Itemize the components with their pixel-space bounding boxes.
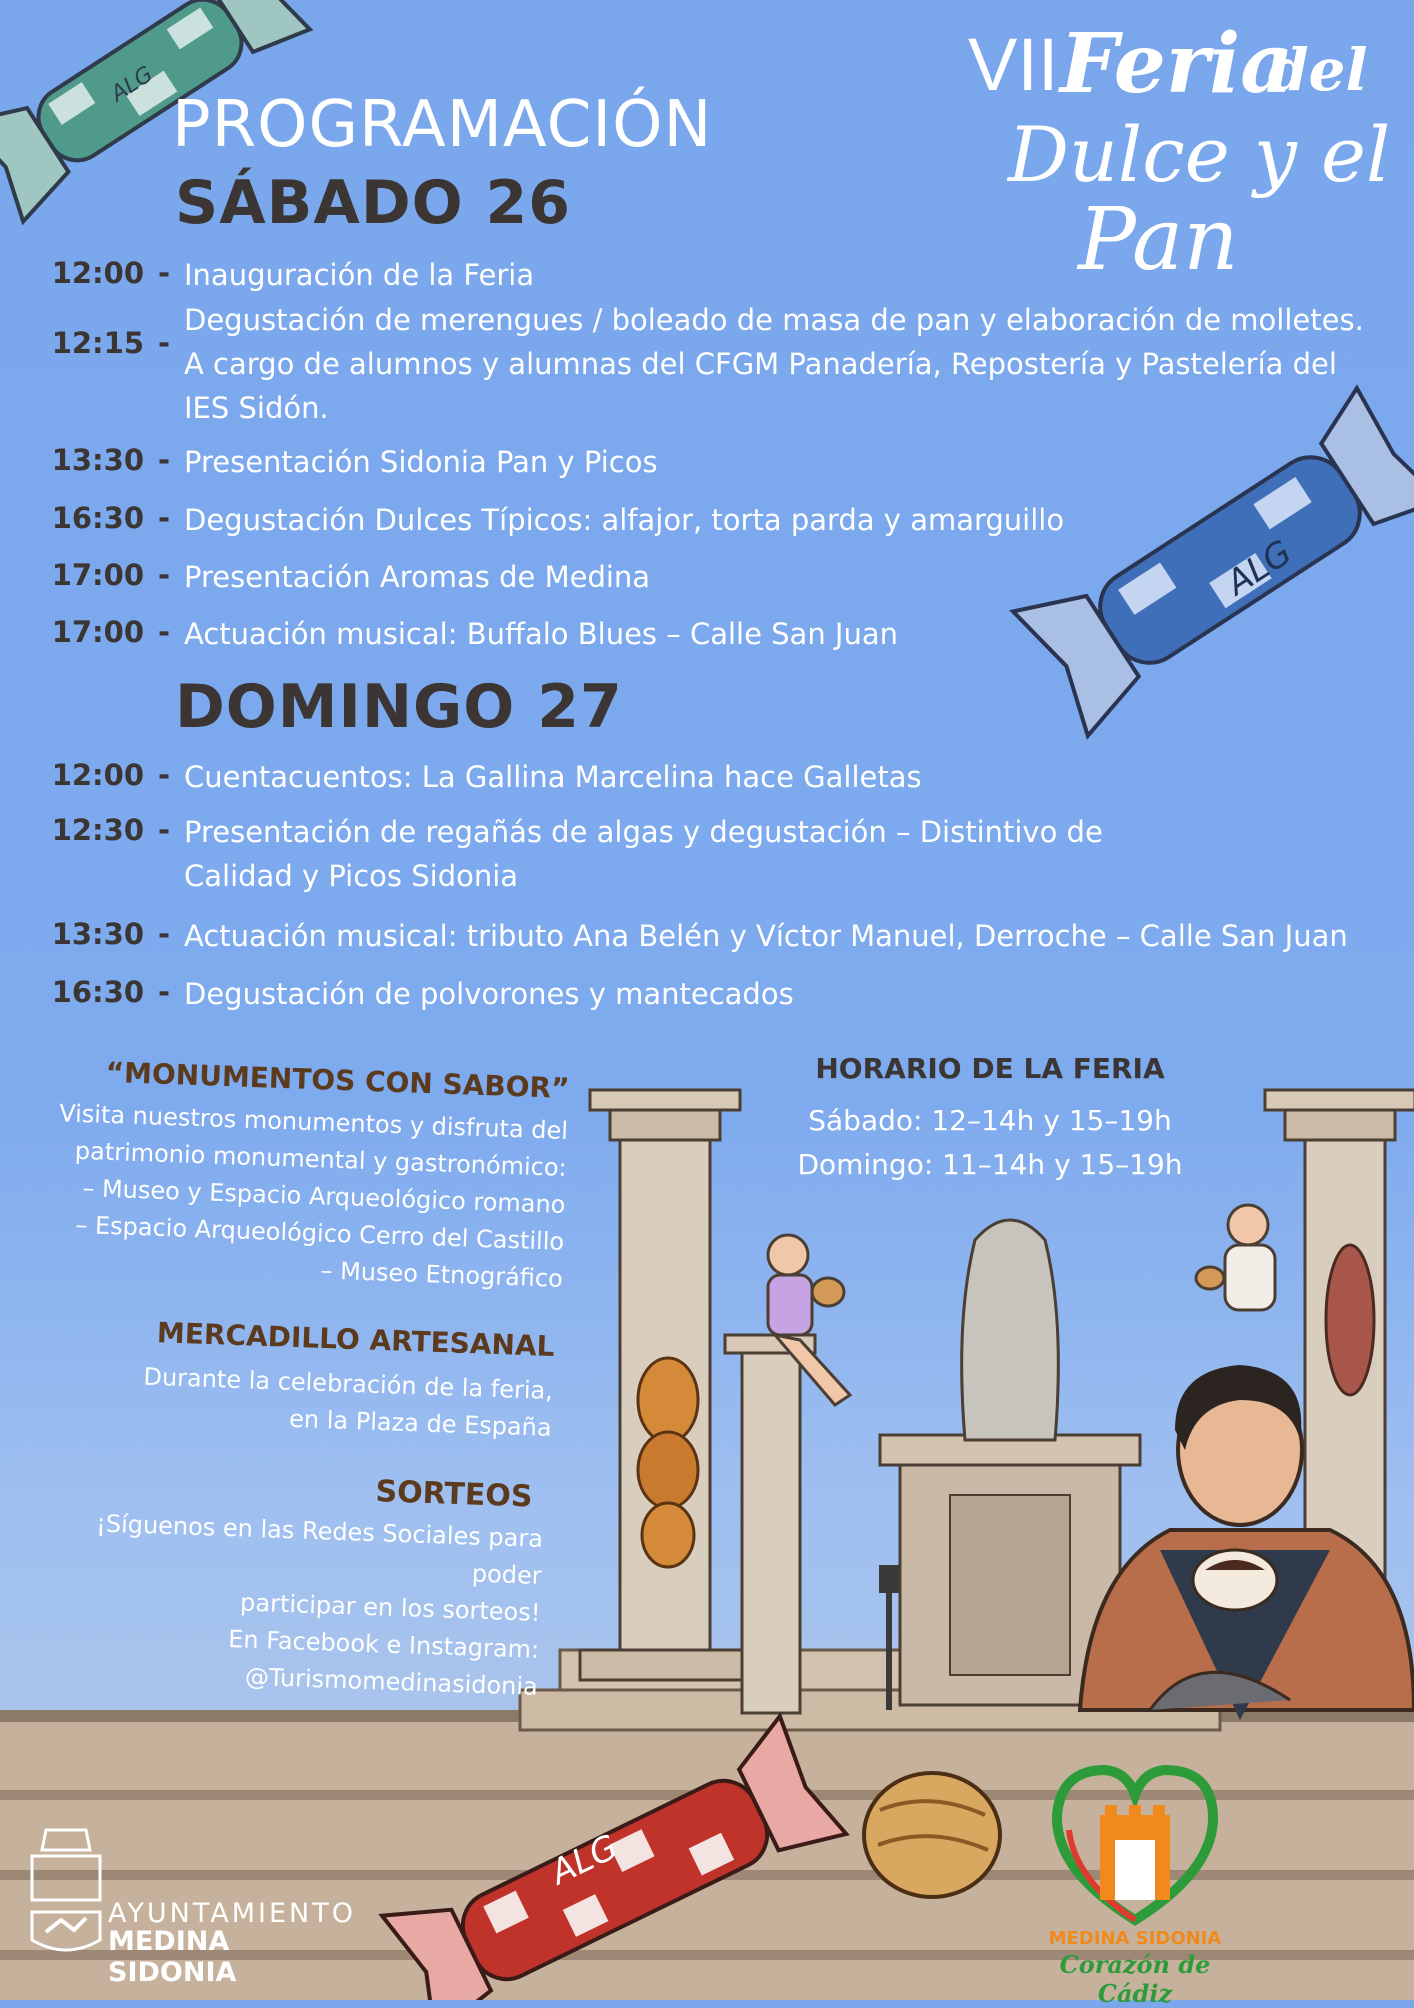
fair-title-feria: Feria: [1060, 16, 1294, 112]
brand-line2: Corazón de Cádiz: [1059, 1950, 1211, 2008]
monumentos-line: – Museo Etnográfico: [320, 1256, 564, 1293]
monumentos-line: – Espacio Arqueológico Cerro del Castillo: [74, 1210, 565, 1256]
ayto-line2: MEDINA SIDONIA: [108, 1926, 237, 1988]
monumentos-line: – Museo y Espacio Arqueológico romano: [81, 1174, 566, 1219]
ayto-line1: AYUNTAMIENTO: [108, 1898, 356, 1929]
candy-red-label: ALG: [544, 1826, 624, 1894]
fair-title-roman: VII: [968, 23, 1059, 106]
item-text: Inauguración de la Feria: [184, 258, 535, 292]
fair-title-line2: Dulce y el: [1008, 110, 1391, 199]
sorteos-line: En Facebook e Instagram:: [227, 1625, 540, 1664]
sabado-heading: SÁBADO 26: [175, 168, 572, 238]
medina-brand-logo: [1035, 1760, 1235, 2008]
sorteos-line: ¡Síguenos en las Redes Sociales para poder: [95, 1509, 544, 1590]
item-time: 12:00: [51, 758, 144, 792]
ayuntamiento-logo: [26, 1820, 356, 1988]
brand-line1: MEDINA SIDONIA: [1048, 1928, 1222, 1949]
fair-title-del: del: [1268, 36, 1368, 104]
item-text: Actuación musical: Buffalo Blues – Calle San Juan: [184, 617, 899, 651]
croissant-icon: [638, 1358, 698, 1567]
item-time: 12:00: [51, 256, 144, 290]
monumentos-section: [32, 1054, 570, 1298]
coat-of-arms-icon: [26, 1820, 106, 1960]
horario-section: [790, 1052, 1190, 1187]
programacion-heading: PROGRAMACIÓN: [172, 88, 713, 162]
pastry-right-icon: [1326, 1245, 1374, 1395]
sabado-item: 16:30 - Degustación Dulces Típicos: alfajor, torta parda y amarguillo: [46, 498, 1376, 542]
monumentos-line: Visita nuestros monumentos y disfruta del: [58, 1099, 569, 1145]
item-time: 16:30: [51, 975, 144, 1009]
mercadillo-line: en la Plaza de España: [288, 1404, 553, 1442]
fair-title-line3: Pan: [1078, 190, 1239, 290]
domingo-item: 12:30 - Presentación de regañás de algas y degustación – Distintivo de Calidad y Picos Sidonia: [46, 810, 1206, 898]
bread-loaf-icon: [864, 1773, 1000, 1897]
item-text: Degustación de merengues / boleado de masa de pan y elaboración de molletes. A cargo de alumnos y alumnas del CFGM Panadería, Repostería y Pastelería del IES Sidón.: [184, 303, 1364, 425]
item-time: 13:30: [51, 917, 144, 951]
sorteos-title: SORTEOS: [374, 1474, 534, 1515]
sabado-item: 17:00 - Presentación Aromas de Medina: [46, 555, 1376, 599]
item-text: Presentación Aromas de Medina: [184, 560, 651, 594]
item-text: Degustación Dulces Típicos: alfajor, torta parda y amarguillo: [184, 503, 1065, 537]
sorteos-handle[interactable]: @Turismomedinasidonia: [244, 1662, 539, 1701]
domingo-item: 13:30 - Actuación musical: tributo Ana Belén y Víctor Manuel, Derroche – Calle San Juan: [46, 914, 1376, 958]
item-text: Actuación musical: tributo Ana Belén y Víctor Manuel, Derroche – Calle San Juan: [184, 919, 1348, 953]
sabado-item: 12:15 - Degustación de merengues / boleado de masa de pan y elaboración de molletes. A cargo de alumnos y alumnas del CFGM Panadería, Repostería y Pastelería del IES Sidón.: [46, 298, 1376, 430]
item-text: Presentación Sidonia Pan y Picos: [184, 445, 658, 479]
horario-sabado: Sábado: 12–14h y 15–19h: [808, 1104, 1172, 1137]
sabado-item: 17:00 - Actuación musical: Buffalo Blues – Calle San Juan: [46, 612, 1376, 656]
monumentos-title: “MONUMENTOS CON SABOR”: [105, 1055, 570, 1105]
sabado-item: 12:00 - Inauguración de la Feria: [46, 253, 1376, 297]
item-text: Presentación de regañás de algas y degustación – Distintivo de Calidad y Picos Sidonia: [184, 815, 1103, 893]
item-time: 17:00: [51, 558, 144, 592]
item-time: 16:30: [51, 501, 144, 535]
mercadillo-line: Durante la celebración de la feria,: [143, 1362, 554, 1405]
mercadillo-title: MERCADILLO ARTESANAL: [156, 1316, 555, 1363]
candy-teal-label: ALG: [106, 61, 158, 108]
item-time: 13:30: [51, 443, 144, 477]
item-time: 17:00: [51, 615, 144, 649]
candy-blue-label: ALG: [1219, 532, 1299, 604]
horario-title: HORARIO DE LA FERIA: [815, 1052, 1165, 1085]
domingo-heading: DOMINGO 27: [175, 672, 623, 742]
domingo-item: 16:30 - Degustación de polvorones y mantecados: [46, 972, 1376, 1016]
item-text: Cuentacuentos: La Gallina Marcelina hace Galletas: [184, 760, 922, 794]
fair-title: [968, 16, 1398, 292]
monumentos-line: patrimonio monumental y gastronómico:: [74, 1136, 568, 1182]
woman-figure-icon: [1196, 1205, 1275, 1310]
sorteos-line: participar en los sorteos!: [239, 1588, 541, 1627]
heart-logo-icon: [1045, 1760, 1225, 1930]
sabado-item: 13:30 - Presentación Sidonia Pan y Picos: [46, 440, 1376, 484]
item-time: 12:30: [51, 813, 144, 847]
horario-domingo: Domingo: 11–14h y 15–19h: [797, 1148, 1183, 1181]
mercadillo-section: [36, 1312, 555, 1447]
item-time: 12:15: [51, 326, 144, 360]
item-text: Degustación de polvorones y mantecados: [184, 977, 794, 1011]
domingo-item: 12:00 - Cuentacuentos: La Gallina Marcelina hace Galletas: [46, 755, 1376, 799]
sorteos-section: [22, 1462, 545, 1706]
